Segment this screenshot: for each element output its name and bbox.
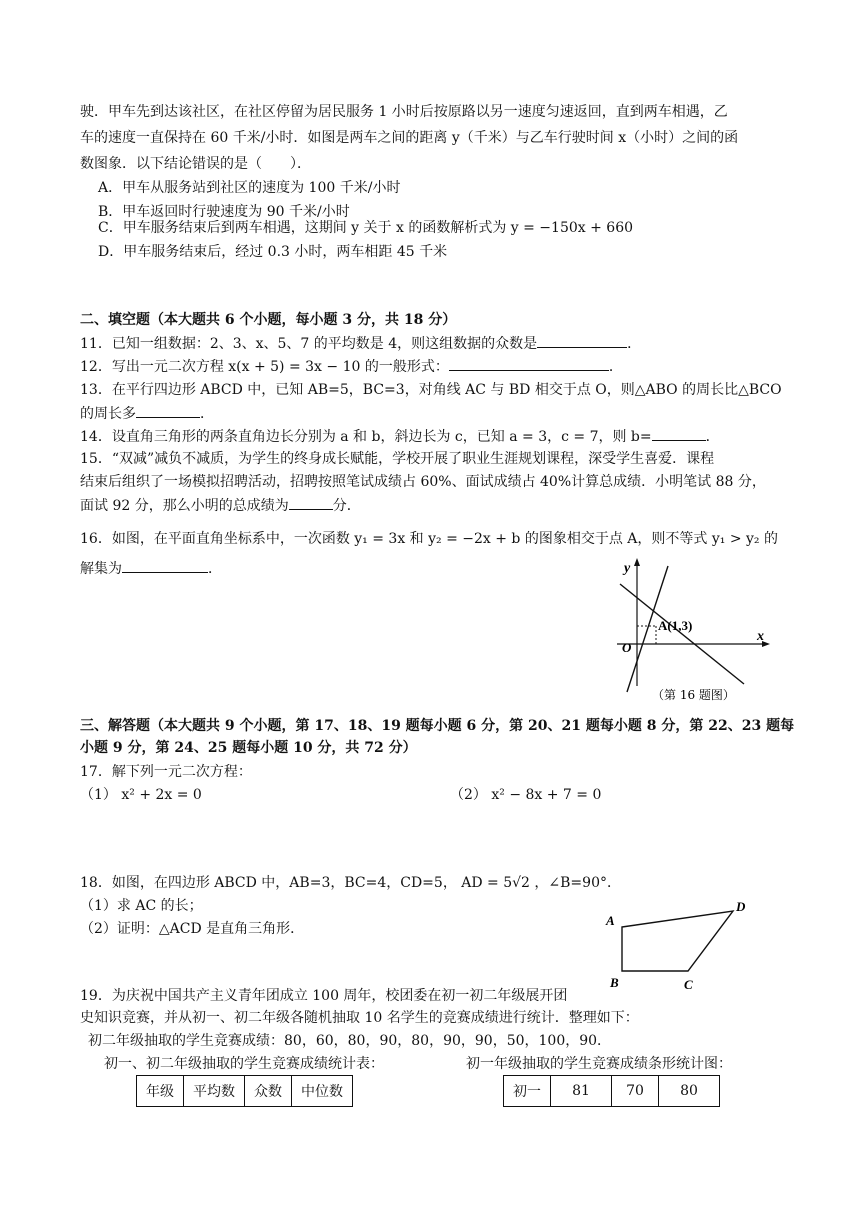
table-row xyxy=(504,1076,720,1107)
fig16-caption: （第 16 题图） xyxy=(652,688,735,702)
q10-line2: 车的速度一直保持在 60 千米/小时．如图是两车之间的距离 y（千米）与乙车行驶时间 x（小时）之间的函 xyxy=(80,130,739,146)
q19-grade1-row xyxy=(503,1075,720,1107)
q13-blank xyxy=(136,403,200,418)
q10-line3: 数图象．以下结论错误的是（ ）． xyxy=(80,156,311,172)
figure-18 xyxy=(600,895,760,995)
table-row xyxy=(137,1076,353,1107)
fig16-origin: O xyxy=(622,640,632,655)
q10-line1: 驶．甲车先到达该社区，在社区停留为居民服务 1 小时后按原路以另一速度匀速返回，直到两车相遇，乙 xyxy=(80,104,728,120)
table-header-cell: 众数 xyxy=(245,1076,292,1107)
q11-blank xyxy=(537,333,627,348)
q12-text: 12．写出一元二次方程 x(x + 5) = 3x − 10 的一般形式： xyxy=(80,359,449,375)
q13-line2: 的周长多 ． xyxy=(80,403,214,424)
fig18-label-a: A xyxy=(606,913,615,928)
q13-line1: 13．在平行四边形 ABCD 中，已知 AB=5，BC=3，对角线 AC 与 BD 相交于点 O，则△ABO 的周长比△BCO xyxy=(80,382,782,398)
quadrilateral-abcd xyxy=(622,911,733,971)
table-cell: 初一 xyxy=(504,1076,551,1107)
y-axis-arrow xyxy=(634,558,640,566)
q12: 12．写出一元二次方程 x(x + 5) = 3x − 10 的一般形式： ． xyxy=(80,356,623,377)
q15-text: 面试 92 分，那么小明的总成绩为 xyxy=(80,498,289,514)
q19-chart-caption: 初一年级抽取的学生竞赛成绩条形统计图： xyxy=(466,1056,732,1072)
q14: 14．设直角三角形的两条直角边长分别为 a 和 b，斜边长为 c，已知 a = 3，c = 7，则 b= ． xyxy=(80,426,720,447)
q19-line2: 史知识竞赛，并从初一、初二年级各随机抽取 10 名学生的竞赛成绩进行统计．整理如下： xyxy=(80,1010,639,1026)
q10-option-d: D．甲车服务结束后，经过 0.3 小时，两车相距 45 千米 xyxy=(98,244,448,260)
fig18-label-b: B xyxy=(610,975,619,990)
fig16-point-a: A(1,3) xyxy=(658,618,693,633)
q11-text: 11．已知一组数据：2、3、x、5、7 的平均数是 4，则这组数据的众数是 xyxy=(80,336,538,352)
q19-stats-table xyxy=(136,1075,353,1107)
q16-blank xyxy=(122,558,208,573)
q19-line3: 初二年级抽取的学生竞赛成绩：80，60，80，90，80，90，90，50，100，90． xyxy=(88,1033,612,1049)
table-header-cell: 平均数 xyxy=(184,1076,245,1107)
table-header-cell: 中位数 xyxy=(292,1076,353,1107)
q11: 11．已知一组数据：2、3、x、5、7 的平均数是 4，则这组数据的众数是 ． xyxy=(80,333,641,354)
table-cell: 70 xyxy=(612,1076,659,1107)
q16-text: 解集为 xyxy=(80,561,122,577)
section2-header: 二、填空题（本大题共 6 个小题，每小题 3 分，共 18 分） xyxy=(80,312,457,328)
q18: 18．如图，在四边形 ABCD 中，AB=3，BC=4，CD=5， AD = 5√2 ，∠B=90°． xyxy=(80,875,621,891)
q14-blank xyxy=(652,426,706,441)
q15-line2: 结束后组织了一场模拟招聘活动，招聘按照笔试成绩占 60%、面试成绩占 40%计算总成绩．小明笔试 88 分， xyxy=(80,474,766,490)
figure-16 xyxy=(612,556,772,706)
fig16-y-label: y xyxy=(624,561,631,576)
table-cell: 80 xyxy=(659,1076,720,1107)
section3-header-line2: 小题 9 分，第 24、25 题每小题 10 分，共 72 分） xyxy=(80,740,417,756)
q19-line1: 19．为庆祝中国共产主义青年团成立 100 周年，校团委在初一初二年级展开团 xyxy=(80,988,568,1004)
q15-unit: 分． xyxy=(332,498,361,514)
q13-text: 的周长多 xyxy=(80,406,136,422)
q12-blank xyxy=(449,356,609,371)
q19-table-caption: 初一、初二年级抽取的学生竞赛成绩统计表： xyxy=(104,1056,384,1072)
q16-line1: 16．如图，在平面直角坐标系中，一次函数 y₁ = 3x 和 y₂ = −2x + b 的图象相交于点 A，则不等式 y₁ > y₂ 的 xyxy=(80,531,778,547)
q18-part2: （2）证明：△ACD 是直角三角形． xyxy=(80,921,305,937)
q14-text: 14．设直角三角形的两条直角边长分别为 a 和 b，斜边长为 c，已知 a = 3，c = 7，则 b= xyxy=(80,429,652,445)
q15-blank xyxy=(289,495,333,510)
q10-option-b: B．甲车返回时行驶速度为 90 千米/小时 xyxy=(98,204,350,220)
q17: 17．解下列一元二次方程： xyxy=(80,764,252,780)
q15-line1: 15．“双减”减负不减质，为学生的终身成长赋能，学校开展了职业生涯规划课程，深受学生喜爱．课程 xyxy=(80,451,715,467)
section3-header-line1: 三、解答题（本大题共 9 个小题，第 17、18、19 题每小题 6 分，第 20、21 题每小题 8 分，第 22、23 题每 xyxy=(80,718,795,734)
q15-line3 xyxy=(80,495,361,516)
q10-option-a: A．甲车从服务站到社区的速度为 100 千米/小时 xyxy=(98,180,401,196)
fig18-label-c: C xyxy=(684,977,693,992)
line-y2 xyxy=(620,584,744,684)
table-header-cell: 年级 xyxy=(137,1076,184,1107)
q17-part2: （2） x² − 8x + 7 = 0 xyxy=(450,787,602,803)
q17-part1: （1） x² + 2x = 0 xyxy=(80,787,202,803)
fig18-label-d: D xyxy=(736,899,746,914)
q16-line2: 解集为 ． xyxy=(80,558,222,579)
q10-option-c: C．甲车服务结束后到两车相遇，这期间 y 关于 x 的函数解析式为 y = −150x + 660 xyxy=(98,220,634,236)
table-cell: 81 xyxy=(551,1076,612,1107)
q18-part1: （1）求 AC 的长； xyxy=(80,898,203,914)
fig16-x-label: x xyxy=(757,629,764,644)
